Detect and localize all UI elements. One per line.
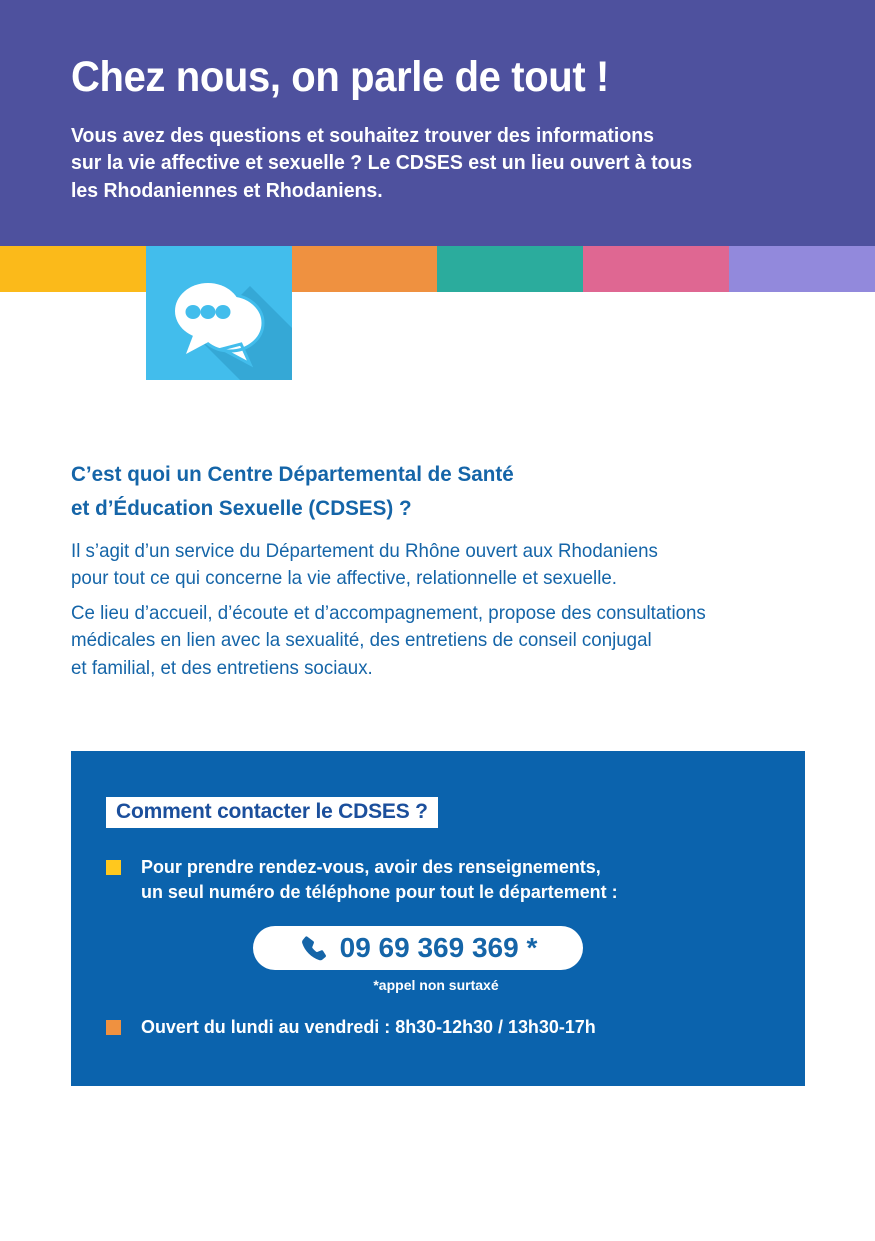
header-banner bbox=[0, 0, 875, 246]
paragraph-2-line-1: Ce lieu d’accueil, d’écoute et d’accompagnement, propose des consultations bbox=[71, 602, 706, 624]
section-heading-line-2: et d’Éducation Sexuelle (CDSES) ? bbox=[71, 495, 412, 520]
paragraph-services bbox=[71, 600, 801, 682]
band-segment-yellow bbox=[0, 246, 146, 292]
paragraph-1-line-1: Il s’agit d’un service du Département du Rhône ouvert aux Rhodaniens bbox=[71, 540, 658, 562]
header-subtitle bbox=[71, 122, 774, 204]
bullet-1-line-1: Pour prendre rendez-vous, avoir des renseignements, bbox=[141, 856, 601, 877]
band-segment-purple bbox=[729, 246, 875, 292]
paragraph-2-line-3: et familial, et des entretiens sociaux. bbox=[71, 656, 373, 679]
section-heading-line-1: C’est quoi un Centre Départemental de Santé bbox=[71, 462, 514, 486]
color-band bbox=[0, 246, 875, 292]
bullet-1-line-2: un seul numéro de téléphone pour tout le département : bbox=[141, 880, 618, 902]
paragraph-2-line-2: médicales en lien avec la sexualité, des entretiens de conseil conjugal bbox=[71, 629, 652, 652]
header-subtitle-line-3: les Rhodaniennes et Rhodaniens. bbox=[71, 178, 383, 202]
phone-number-note: *appel non surtaxé bbox=[373, 977, 499, 993]
bullet-2-line-1: Ouvert du lundi au vendredi : 8h30-12h30 / 13h30-17h bbox=[141, 1016, 596, 1037]
page-title: Chez nous, on parle de tout ! bbox=[71, 53, 609, 101]
contact-bullet-appointment-text bbox=[141, 855, 618, 905]
header-subtitle-line-1: Vous avez des questions et souhaitez trouver des informations bbox=[71, 124, 654, 147]
phone-number-pill[interactable] bbox=[253, 926, 583, 970]
contact-bullet-hours bbox=[106, 1015, 610, 1040]
contact-bullet-appointment bbox=[106, 855, 632, 905]
band-segment-orange bbox=[292, 246, 437, 292]
paragraph-1-line-2: pour tout ce qui concerne la vie affective, relationnelle et sexuelle. bbox=[71, 567, 617, 590]
phone-handset-icon bbox=[299, 934, 329, 964]
paragraph-definition bbox=[71, 538, 801, 593]
band-segment-pink bbox=[583, 246, 729, 292]
section-heading bbox=[71, 458, 781, 526]
header-subtitle-line-2: sur la vie affective et sexuelle ? Le CDSES est un lieu ouvert à tous bbox=[71, 151, 693, 175]
contact-box-heading: Comment contacter le CDSES ? bbox=[106, 797, 438, 828]
speech-bubbles-icon bbox=[146, 250, 292, 380]
contact-box bbox=[71, 751, 805, 1086]
bullet-square-yellow-icon bbox=[106, 860, 121, 875]
band-segment-teal bbox=[437, 246, 583, 292]
speech-bubbles-tile bbox=[146, 250, 292, 380]
contact-bullet-hours-text bbox=[141, 1015, 596, 1040]
phone-number-text: 09 69 369 369 * bbox=[339, 932, 538, 963]
bullet-square-orange-icon bbox=[106, 1020, 121, 1035]
